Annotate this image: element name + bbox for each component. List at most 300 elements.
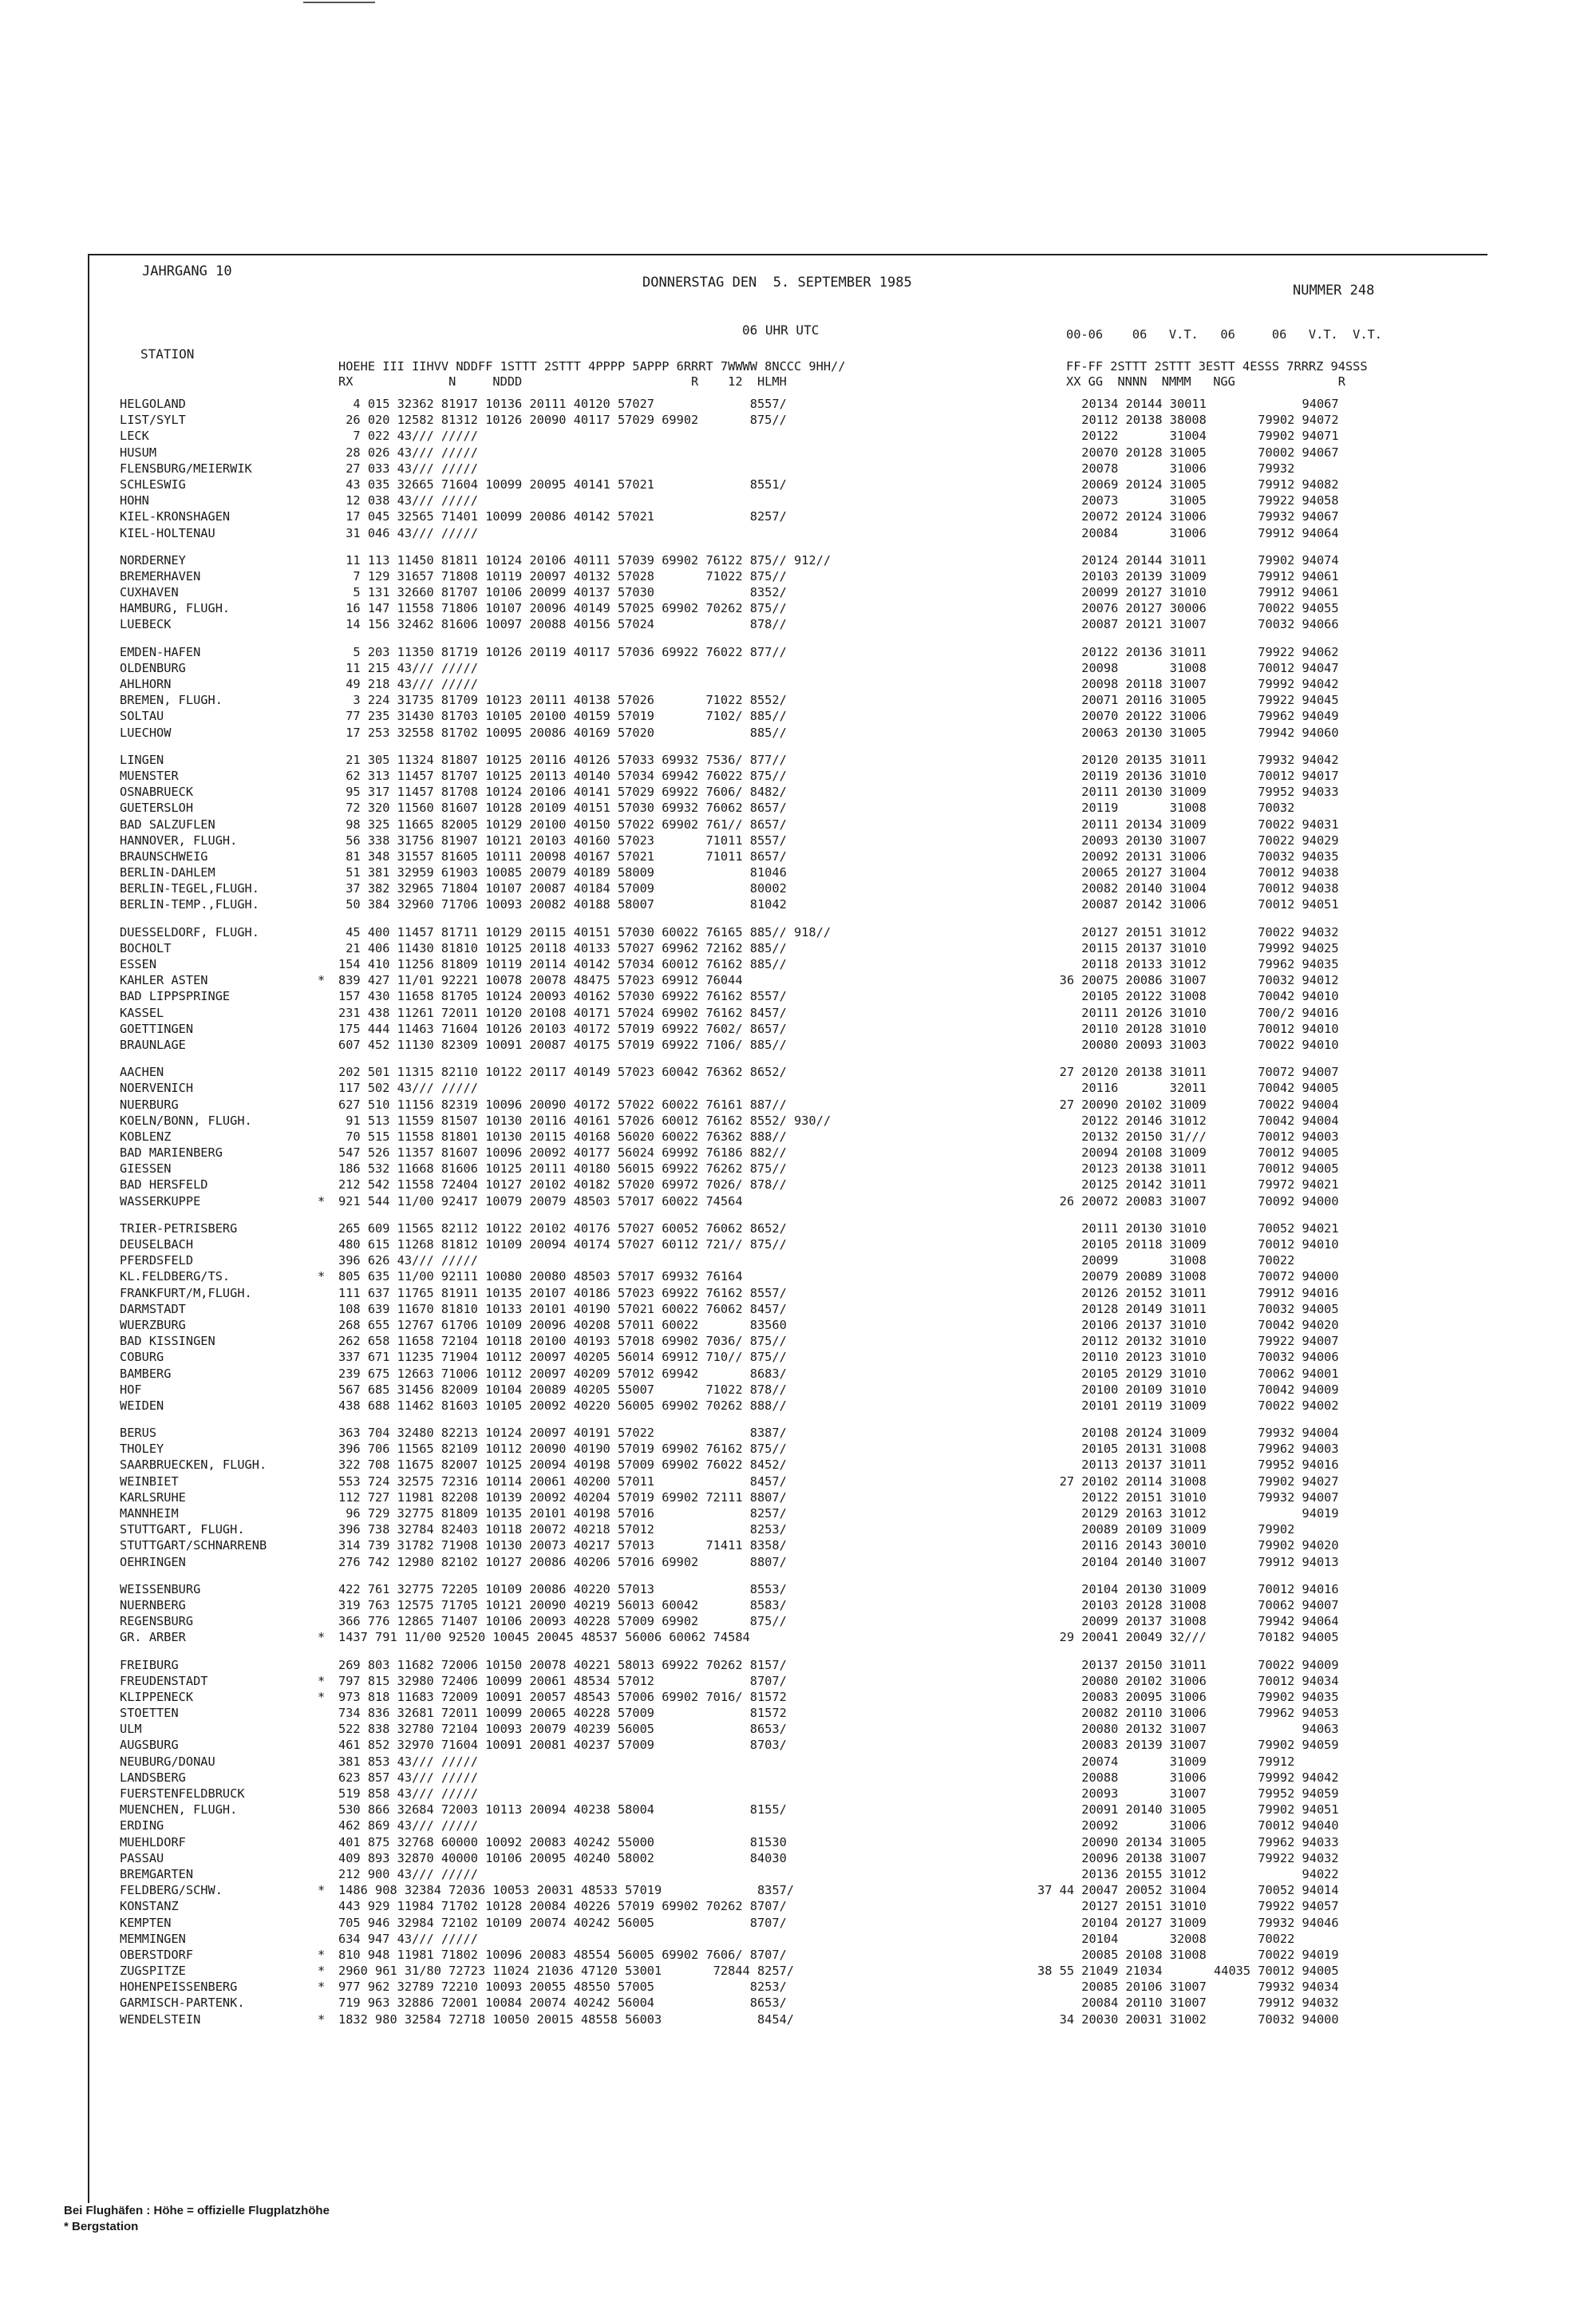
station-name <box>120 1382 335 1398</box>
observation-row: 7 129 31657 71808 10119 20097 40132 57028 71022 875// <box>338 568 787 583</box>
rhs-column-header-row2: XX GG NNNN NMMM NGG R <box>1066 374 1345 389</box>
station-name <box>120 848 335 864</box>
station-name-text: GR. ARBER <box>120 1630 186 1645</box>
station-name-text: KLIPPENECK <box>120 1689 194 1704</box>
station-name <box>120 1866 335 1882</box>
issue-number: NUMMER 248 <box>1293 283 1375 299</box>
summary-row: 20079 20089 31008 70072 94000 <box>1037 1269 1339 1284</box>
rhs-column-header-row1: FF-FF 2STTT 2STTT 3ESTT 4ESSS 7RRRZ 94SSS <box>1066 359 1368 374</box>
station-name-text: MANNHEIM <box>120 1506 179 1521</box>
station-name-text: KIEL-HOLTENAU <box>120 525 215 540</box>
mountain-station-marker: * <box>318 1947 326 1962</box>
summary-row: 20111 20130 31010 70052 94021 <box>1037 1220 1339 1236</box>
summary-row: 20094 20108 31009 70012 94005 <box>1037 1145 1339 1161</box>
station-name-text: CUXHAVEN <box>120 585 179 600</box>
observation-row: 634 947 43/// ///// <box>338 1931 478 1946</box>
station-name-text: KONSTANZ <box>120 1899 179 1914</box>
station-name <box>120 1505 335 1521</box>
mountain-station-marker: * <box>318 2011 326 2027</box>
summary-row: 20082 20140 31004 70012 94038 <box>1037 881 1339 896</box>
station-name <box>120 644 335 660</box>
observation-row: 623 857 43/// ///// <box>338 1770 478 1785</box>
station-name-text: DUESSELDORF, FLUGH. <box>120 924 259 939</box>
summary-row: 20126 20152 31011 79912 94016 <box>1037 1285 1339 1300</box>
group-spacer <box>338 1209 1057 1220</box>
observation-row: 276 742 12980 82102 10127 20086 40206 57016 69902 8807/ <box>338 1554 787 1569</box>
group-spacer <box>338 913 1057 924</box>
summary-row: 20124 20144 31011 79902 94074 <box>1037 552 1339 568</box>
summary-row: 27 20090 20102 31009 70022 94004 <box>1037 1097 1339 1112</box>
station-name <box>120 600 335 616</box>
observation-row: 366 776 12865 71407 10106 20093 40228 57009 69902 875// <box>338 1614 787 1629</box>
station-name-text: ULM <box>120 1722 142 1737</box>
summary-row: 20103 20139 31009 79912 94061 <box>1037 568 1339 583</box>
summary-row: 20093 31007 79952 94059 <box>1037 1786 1339 1801</box>
observation-row: 805 635 11/00 92111 10080 20080 48503 57017 69932 76164 <box>338 1269 743 1284</box>
summary-row: 20099 31008 70022 <box>1037 1253 1295 1268</box>
station-name <box>120 1963 335 1979</box>
station-name <box>120 708 335 724</box>
station-name-text: HUSUM <box>120 445 157 460</box>
station-name-text: KOELN/BONN, FLUGH. <box>120 1113 252 1128</box>
station-name-text: ESSEN <box>120 957 157 971</box>
group-spacer <box>338 1646 1057 1657</box>
station-name-text: COBURG <box>120 1350 164 1365</box>
station-name-text: HELGOLAND <box>120 397 186 411</box>
observation-row: 269 803 11682 72006 10150 20078 40221 58013 69922 70262 8157/ <box>338 1657 787 1672</box>
observation-row: 157 430 11658 81705 10124 20093 40162 57030 69922 76162 8557/ <box>338 989 787 1004</box>
summary-row: 34 20030 20031 31002 70032 94000 <box>1037 2011 1339 2027</box>
station-name <box>120 988 335 1004</box>
footer-note-mountain: * Bergstation <box>64 2220 139 2233</box>
mountain-station-marker: * <box>318 1964 326 1979</box>
summary-row: 20105 20131 31008 79962 94003 <box>1037 1442 1339 1457</box>
station-name <box>120 1177 335 1193</box>
observation-row: 567 685 31456 82009 10104 20089 40205 55007 71022 878// <box>338 1382 787 1397</box>
station-name <box>120 752 335 768</box>
station-name <box>120 1979 335 1995</box>
station-name-text: DARMSTADT <box>120 1301 186 1316</box>
station-name <box>120 412 335 428</box>
observation-row: 530 866 32684 72003 10113 20094 40238 58004 8155/ <box>338 1802 787 1818</box>
summary-row: 20122 31004 79902 94071 <box>1037 429 1339 444</box>
station-name <box>120 676 335 692</box>
group-spacer <box>1037 1209 1484 1220</box>
station-name <box>120 1080 335 1096</box>
station-name-text: WEIDEN <box>120 1398 164 1413</box>
observation-row: 17 253 32558 81702 10095 20086 40169 57020 885// <box>338 725 787 740</box>
summary-row: 20116 20143 30010 79902 94020 <box>1037 1538 1339 1553</box>
observation-row: 212 900 43/// ///// <box>338 1866 478 1881</box>
station-name-text: NEUBURG/DONAU <box>120 1754 215 1769</box>
station-name <box>120 1473 335 1489</box>
observation-row: 973 818 11683 72009 10091 20057 48543 57006 69902 7016/ 81572 <box>338 1689 787 1704</box>
observation-row: 231 438 11261 72011 10120 20108 40171 57024 69902 76162 8457/ <box>338 1005 787 1020</box>
group-spacer <box>120 1414 335 1425</box>
summary-row: 20122 20136 31011 79922 94062 <box>1037 644 1339 659</box>
summary-row: 20105 20118 31009 70012 94010 <box>1037 1237 1339 1252</box>
station-name-text: ERDING <box>120 1818 164 1833</box>
station-name-text: HOHN <box>120 493 149 508</box>
observation-row: 11 113 11450 81811 10124 20106 40111 57039 69902 76122 875// 912// <box>338 552 832 568</box>
footer-note-airports: Bei Flughäfen : Höhe = offizielle Flugplatzhöhe <box>64 2204 330 2217</box>
station-name-text: KEMPTEN <box>120 1915 172 1930</box>
station-name-text: HAMBURG, FLUGH. <box>120 601 231 616</box>
observation-row: 17 045 32565 71401 10099 20086 40142 57021 8257/ <box>338 509 787 524</box>
summary-row: 20111 20134 31009 70022 94031 <box>1037 817 1339 832</box>
summary-row: 20096 20138 31007 79922 94032 <box>1037 1850 1339 1865</box>
station-name-text: KOBLENZ <box>120 1129 172 1144</box>
summary-row: 20091 20140 31005 79902 94051 <box>1037 1802 1339 1818</box>
observation-row: 797 815 32980 72406 10099 20061 48534 57012 8707/ <box>338 1673 787 1688</box>
summary-row: 20078 31006 79932 <box>1037 461 1295 476</box>
group-spacer <box>1037 741 1484 752</box>
station-name-text: GOETTINGEN <box>120 1021 194 1036</box>
mountain-station-marker: * <box>318 1673 326 1688</box>
station-name-text: BERLIN-DAHLEM <box>120 865 215 880</box>
station-name-text: GARMISCH-PARTENK. <box>120 1996 245 2011</box>
observation-row: 108 639 11670 81810 10133 20101 40190 57021 60022 76062 8457/ <box>338 1301 787 1316</box>
observation-row: 96 729 32775 81809 10135 20101 40198 57016 8257/ <box>338 1506 787 1521</box>
station-name <box>120 1236 335 1252</box>
station-name <box>120 1441 335 1457</box>
group-spacer <box>120 541 335 552</box>
observation-row: 1832 980 32584 72718 10050 20015 48558 56003 8454/ <box>338 2011 794 2027</box>
observation-row: 1437 791 11/00 92520 10045 20045 48537 56006 60062 74584 <box>338 1630 750 1645</box>
observation-row: 810 948 11981 71802 10096 20083 48554 56005 69902 7606/ 8707/ <box>338 1947 787 1962</box>
station-name <box>120 1947 335 1963</box>
page-top-rule <box>303 2 375 3</box>
observation-row: 21 305 11324 81807 10125 20116 40126 57033 69932 7536/ 877// <box>338 752 787 767</box>
summary-row: 20071 20116 31005 79922 94045 <box>1037 693 1339 708</box>
station-name <box>120 1834 335 1850</box>
summary-row: 20127 20151 31012 70022 94032 <box>1037 924 1339 939</box>
observation-row: 28 026 43/// ///// <box>338 445 478 460</box>
summary-row: 20088 31006 79992 94042 <box>1037 1770 1339 1785</box>
station-name-text: BERLIN-TEGEL,FLUGH. <box>120 881 259 896</box>
date-label: DONNERSTAG DEN 5. SEPTEMBER 1985 <box>642 275 912 291</box>
station-name-text: GUETERSLOH <box>120 801 194 816</box>
mountain-station-marker: * <box>318 1630 326 1645</box>
station-name-text: PFERDSFELD <box>120 1253 194 1268</box>
summary-row: 38 55 21049 21034 44035 70012 94005 <box>1037 1964 1339 1979</box>
summary-row: 20105 20122 31008 70042 94010 <box>1037 989 1339 1004</box>
station-name-text: STOETTEN <box>120 1706 179 1721</box>
station-name-text: LECK <box>120 429 149 444</box>
station-name <box>120 1673 335 1689</box>
station-name-text: FREIBURG <box>120 1657 179 1672</box>
observation-row: 438 688 11462 81603 10105 20092 40220 56005 69902 70262 888// <box>338 1398 787 1413</box>
mountain-station-marker: * <box>318 1689 326 1704</box>
station-name-text: AUGSBURG <box>120 1738 179 1753</box>
station-name <box>120 1129 335 1145</box>
station-name <box>120 692 335 708</box>
station-name <box>120 1366 335 1382</box>
summary-row: 20119 20136 31010 70012 94017 <box>1037 768 1339 783</box>
station-name <box>120 1537 335 1553</box>
station-name <box>120 396 335 412</box>
observation-row: 337 671 11235 71904 10112 20097 40205 56014 69912 710// 875// <box>338 1350 787 1365</box>
station-name <box>120 616 335 632</box>
station-name-text: KAHLER ASTEN <box>120 973 208 988</box>
observation-row: 734 836 32681 72011 10099 20065 40228 57009 81572 <box>338 1706 787 1721</box>
summary-row: 20110 20123 31010 70032 94006 <box>1037 1350 1339 1365</box>
station-name <box>120 1915 335 1931</box>
station-name <box>120 1268 335 1284</box>
observation-row: 627 510 11156 82319 10096 20090 40172 57022 60022 76161 887// <box>338 1097 787 1112</box>
station-name-text: BERUS <box>120 1426 157 1441</box>
summary-row: 20069 20124 31005 79912 94082 <box>1037 477 1339 492</box>
station-name-text: BRAUNSCHWEIG <box>120 848 208 864</box>
station-name-text: LUECHOW <box>120 725 172 740</box>
observation-row: 462 869 43/// ///// <box>338 1818 478 1833</box>
station-name <box>120 1005 335 1021</box>
group-spacer <box>338 1053 1057 1064</box>
station-name <box>120 1931 335 1947</box>
summary-row: 20103 20128 31008 70062 94007 <box>1037 1597 1339 1612</box>
summary-row: 20136 20155 31012 94022 <box>1037 1866 1339 1881</box>
station-name-text: BAD SALZUFLEN <box>120 817 215 832</box>
station-name-text: FUERSTENFELDBRUCK <box>120 1786 245 1801</box>
station-name <box>120 584 335 600</box>
observation-row: 461 852 32970 71604 10091 20081 40237 57009 8703/ <box>338 1738 787 1753</box>
observation-row: 202 501 11315 82110 10122 20117 40149 57023 60042 76362 8652/ <box>338 1065 787 1080</box>
observation-row: 37 382 32965 71804 10107 20087 40184 57009 80002 <box>338 881 787 896</box>
summary-row: 26 20072 20083 31007 70092 94000 <box>1037 1193 1339 1208</box>
station-name-text: OBERSTDORF <box>120 1947 194 1962</box>
volume-label: JAHRGANG 10 <box>142 263 232 279</box>
observation-row: 186 532 11668 81606 10125 20111 40180 56015 69922 76262 875// <box>338 1161 787 1177</box>
mountain-station-marker: * <box>318 1980 326 1995</box>
obs-column-header-row1: HOEHE III IIHVV NDDFF 1STTT 2STTT 4PPPP 5APPP 6RRRT 7WWWW 8NCCC 9HH// <box>338 359 846 374</box>
summary-row: 20073 31005 79922 94058 <box>1037 493 1339 508</box>
station-name <box>120 1629 335 1645</box>
station-name-text: NORDERNEY <box>120 552 186 568</box>
summary-row: 20070 20128 31005 70002 94067 <box>1037 445 1339 460</box>
station-name-text: KASSEL <box>120 1005 164 1020</box>
summary-row: 20104 32008 70022 <box>1037 1931 1295 1946</box>
station-name <box>120 1193 335 1209</box>
station-name <box>120 1597 335 1613</box>
observation-row: 322 708 11675 82007 10125 20094 40198 57009 69902 76022 8452/ <box>338 1458 787 1473</box>
group-spacer <box>120 1646 335 1657</box>
summary-row: 20118 20133 31012 79962 94035 <box>1037 957 1339 971</box>
summary-list <box>1037 396 1484 2027</box>
station-name-text: WUERZBURG <box>120 1317 186 1332</box>
station-name <box>120 1021 335 1037</box>
rhs-group-header: 00-06 06 V.T. 06 06 V.T. V.T. <box>1066 327 1383 342</box>
observation-row: 117 502 43/// ///// <box>338 1081 478 1096</box>
station-name-text: EMDEN-HAFEN <box>120 644 201 659</box>
summary-row: 20108 20124 31009 79932 94004 <box>1037 1426 1339 1441</box>
observation-row: 921 544 11/00 92417 10079 20079 48503 57017 60022 74564 <box>338 1193 743 1208</box>
summary-row: 20063 20130 31005 79942 94060 <box>1037 725 1339 740</box>
station-name-text: BREMERHAVEN <box>120 568 201 583</box>
observation-row: 77 235 31430 81703 10105 20100 40159 57019 7102/ 885// <box>338 709 787 724</box>
summary-row: 20087 20121 31007 70032 94066 <box>1037 617 1339 632</box>
station-name <box>120 833 335 848</box>
summary-row: 20093 20130 31007 70022 94029 <box>1037 833 1339 848</box>
station-name <box>120 956 335 972</box>
station-name-text: GIESSEN <box>120 1161 172 1177</box>
observation-row: 26 020 12582 81312 10126 20090 40117 57029 69902 875// <box>338 413 787 428</box>
station-name <box>120 1349 335 1365</box>
observation-row: 51 381 32959 61903 10085 20079 40189 58009 81046 <box>338 865 787 880</box>
station-name <box>120 445 335 461</box>
station-name <box>120 1737 335 1753</box>
summary-row: 20128 20149 31011 70032 94005 <box>1037 1301 1339 1316</box>
observation-row: 91 513 11559 81507 10130 20116 40161 57026 60012 76162 8552/ 930// <box>338 1113 832 1128</box>
station-name-text: FELDBERG/SCHW. <box>120 1883 223 1898</box>
station-name-text: WEISSENBURG <box>120 1581 201 1596</box>
observation-row: 839 427 11/01 92221 10078 20078 48475 57023 69912 76044 <box>338 973 743 988</box>
station-name-text: KIEL-KRONSHAGEN <box>120 509 231 524</box>
station-name-text: BAD KISSINGEN <box>120 1334 215 1349</box>
station-name <box>120 1285 335 1301</box>
observation-row: 175 444 11463 71604 10126 20103 40172 57019 69922 7602/ 8657/ <box>338 1021 787 1036</box>
station-name <box>120 477 335 492</box>
summary-row: 36 20075 20086 31007 70032 94012 <box>1037 973 1339 988</box>
observation-row: 2960 961 31/80 72723 11024 21036 47120 53001 72844 8257/ <box>338 1964 794 1979</box>
summary-row: 20104 20140 31007 79912 94013 <box>1037 1554 1339 1569</box>
station-name <box>120 1521 335 1537</box>
station-name <box>120 428 335 444</box>
group-spacer <box>120 1570 335 1581</box>
station-name <box>120 817 335 833</box>
summary-row: 20065 20127 31004 70012 94038 <box>1037 865 1339 880</box>
station-name-text: AACHEN <box>120 1065 164 1080</box>
station-name <box>120 768 335 784</box>
observation-row: 401 875 32768 60000 10092 20083 40242 55000 81530 <box>338 1834 787 1849</box>
summary-row: 20099 20127 31010 79912 94061 <box>1037 585 1339 600</box>
observation-row: 5 131 32660 81707 10106 20099 40137 57030 8352/ <box>338 585 787 600</box>
observation-row: 7 022 43/// ///// <box>338 429 478 444</box>
station-name <box>120 1037 335 1053</box>
station-name-text: AHLHORN <box>120 677 172 691</box>
summary-row: 20119 31008 70032 <box>1037 801 1295 816</box>
summary-row: 20137 20150 31011 70022 94009 <box>1037 1657 1339 1672</box>
station-name <box>120 1818 335 1833</box>
station-name-text: SAARBRUECKEN, FLUGH. <box>120 1458 267 1473</box>
group-spacer <box>1037 1570 1484 1581</box>
summary-row: 20083 20095 31006 79902 94035 <box>1037 1689 1339 1704</box>
observation-row: 1486 908 32384 72036 10053 20031 48533 57019 8357/ <box>338 1883 794 1898</box>
station-name-text: SOLTAU <box>120 709 164 724</box>
station-name-text: FREUDENSTADT <box>120 1673 208 1688</box>
station-name-text: NUERBURG <box>120 1097 179 1112</box>
summary-row: 20098 20118 31007 79992 94042 <box>1037 677 1339 691</box>
station-name <box>120 525 335 541</box>
station-name <box>120 880 335 896</box>
observation-row: 607 452 11130 82309 10091 20087 40175 57019 69922 7106/ 885// <box>338 1037 787 1052</box>
station-name <box>120 2011 335 2027</box>
observation-row: 422 761 32775 72205 10109 20086 40220 57013 8553/ <box>338 1581 787 1596</box>
summary-row: 20123 20138 31011 70012 94005 <box>1037 1161 1339 1177</box>
summary-row: 20084 31006 79912 94064 <box>1037 525 1339 540</box>
summary-row: 20089 20109 31009 79902 <box>1037 1522 1295 1537</box>
station-name <box>120 492 335 508</box>
station-name <box>120 1802 335 1818</box>
station-name <box>120 1097 335 1113</box>
station-name-text: BERLIN-TEMP.,FLUGH. <box>120 897 259 912</box>
station-name <box>120 972 335 988</box>
summary-row: 20132 20150 31/// 70012 94003 <box>1037 1129 1339 1144</box>
observation-row: 112 727 11981 82208 10139 20092 40204 57019 69902 72111 8807/ <box>338 1489 787 1505</box>
station-name <box>120 1425 335 1441</box>
station-name <box>120 1317 335 1333</box>
station-name <box>120 1113 335 1129</box>
station-name-text: OLDENBURG <box>120 660 186 675</box>
station-name-text: BREMEN, FLUGH. <box>120 693 223 708</box>
summary-row: 20090 20134 31005 79962 94033 <box>1037 1834 1339 1849</box>
group-spacer <box>1037 541 1484 552</box>
mountain-station-marker: * <box>318 973 326 988</box>
summary-row: 20099 20137 31008 79942 94064 <box>1037 1614 1339 1629</box>
observation-row: 31 046 43/// ///// <box>338 525 478 540</box>
observation-row: 95 317 11457 81708 10124 20106 40141 57029 69922 7606/ 8482/ <box>338 785 787 800</box>
summary-row: 20113 20137 31011 79952 94016 <box>1037 1458 1339 1473</box>
station-name-text: SCHLESWIG <box>120 477 186 492</box>
observation-row: 3 224 31735 81709 10123 20111 40138 57026 71022 8552/ <box>338 693 787 708</box>
summary-row: 20106 20137 31010 70042 94020 <box>1037 1317 1339 1332</box>
summary-row: 20122 20151 31010 79932 94007 <box>1037 1489 1339 1505</box>
observation-row: 50 384 32960 71706 10093 20082 40188 58007 81042 <box>338 897 787 912</box>
station-name-text: STUTTGART, FLUGH. <box>120 1522 245 1537</box>
station-name-text: DEUSELBACH <box>120 1237 194 1252</box>
station-name <box>120 1613 335 1629</box>
station-name-text: MUEHLDORF <box>120 1834 186 1849</box>
summary-row: 20076 20127 30006 70022 94055 <box>1037 601 1339 616</box>
summary-row: 20070 20122 31006 79962 94049 <box>1037 709 1339 724</box>
station-name <box>120 1786 335 1802</box>
station-column-header: STATION <box>140 346 195 362</box>
observation-row: 319 763 12575 71705 10121 20090 40219 56013 60042 8583/ <box>338 1597 787 1612</box>
group-spacer <box>338 633 1057 644</box>
station-name <box>120 1995 335 2011</box>
station-name-text: BREMGARTEN <box>120 1866 194 1881</box>
observation-row: 43 035 32665 71604 10099 20095 40141 57021 8551/ <box>338 477 787 492</box>
station-name <box>120 1705 335 1721</box>
station-name-text: BRAUNLAGE <box>120 1037 186 1052</box>
station-name-text: FLENSBURG/MEIERWIK <box>120 461 252 476</box>
station-name <box>120 784 335 800</box>
summary-row: 20129 20163 31012 94019 <box>1037 1506 1339 1521</box>
obs-column-header-row2: RX N NDDD R 12 HLMH <box>338 374 787 389</box>
station-name <box>120 940 335 956</box>
station-name <box>120 1145 335 1161</box>
station-name <box>120 508 335 524</box>
summary-row: 20080 20132 31007 94063 <box>1037 1722 1339 1737</box>
summary-row: 27 20120 20138 31011 70072 94007 <box>1037 1065 1339 1080</box>
station-name-text: MUENSTER <box>120 768 179 783</box>
observation-row: 14 156 32462 81606 10097 20088 40156 57024 878// <box>338 617 787 632</box>
station-name <box>120 1301 335 1317</box>
station-name <box>120 1220 335 1236</box>
station-name <box>120 1398 335 1414</box>
observation-row: 977 962 32789 72210 10093 20055 48550 57005 8253/ <box>338 1980 787 1995</box>
summary-row: 20104 20127 31009 79932 94046 <box>1037 1915 1339 1930</box>
group-spacer <box>1037 1646 1484 1657</box>
station-name-text: WEINBIET <box>120 1473 179 1489</box>
group-spacer <box>120 1209 335 1220</box>
observation-row: 519 858 43/// ///// <box>338 1786 478 1801</box>
station-name-text: LUEBECK <box>120 617 172 632</box>
group-spacer <box>1037 633 1484 644</box>
observation-row: 480 615 11268 81812 10109 20094 40174 57027 60112 721// 875// <box>338 1237 787 1252</box>
summary-row: 20110 20128 31010 70012 94010 <box>1037 1021 1339 1036</box>
observation-row: 98 325 11665 82005 10129 20100 40150 57022 69902 761// 8657/ <box>338 817 787 832</box>
station-name-text: LANDSBERG <box>120 1770 186 1785</box>
